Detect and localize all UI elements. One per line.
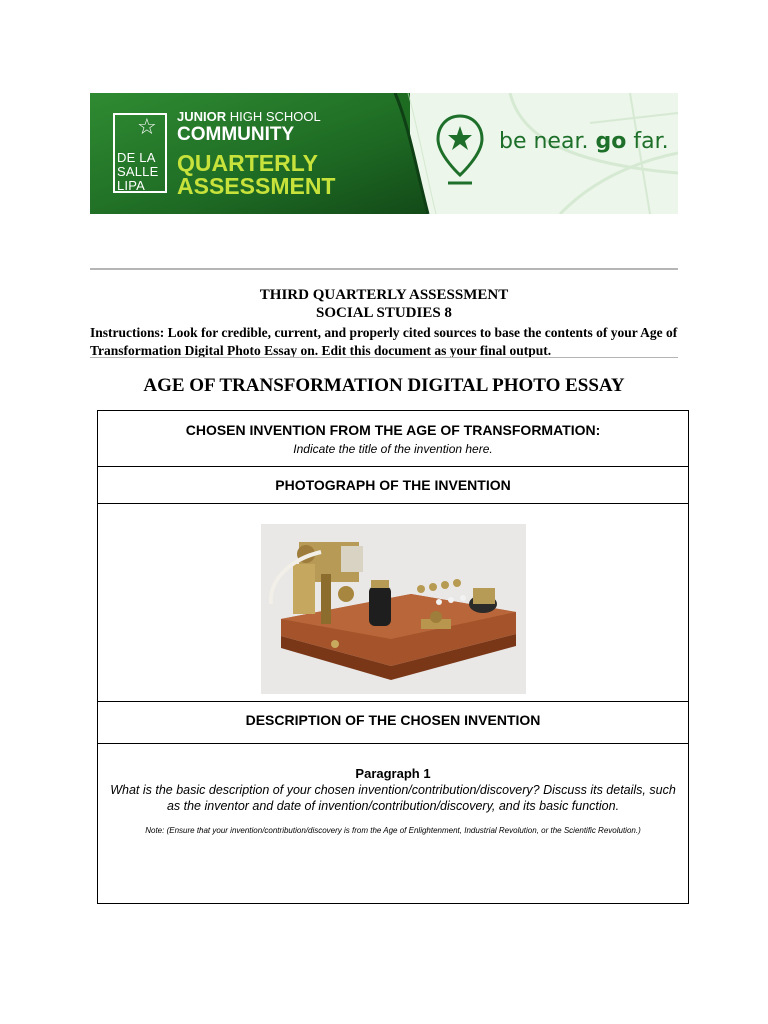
tagline-be-near: be near. — [499, 129, 589, 154]
table-row-divider — [98, 466, 688, 467]
paragraph-1-note: Note: (Ensure that your invention/contribution/discovery is from the Age of Enlightenment, Industrial Revolution, or the Scientific Revolution.) — [145, 826, 641, 835]
divider-bottom — [90, 357, 678, 358]
school-logo — [113, 113, 167, 193]
essay-title: AGE OF TRANSFORMATION DIGITAL PHOTO ESSAY — [143, 375, 625, 396]
star-icon: ☆ — [137, 115, 157, 140]
instructions-text: Instructions: Look for credible, current, and properly cited sources to base the contents of your Age of Transformation Digital Photo Essay on. Edit this document as your final output. — [90, 325, 678, 358]
tagline-go: go — [595, 129, 627, 154]
subject-title: SOCIAL STUDIES 8 — [316, 305, 452, 321]
table-row-divider — [98, 701, 688, 702]
logo-text-line: SALLE — [117, 164, 159, 179]
banner-assessment: ASSESSMENT — [177, 173, 336, 199]
banner-junior-high-school — [177, 109, 321, 124]
invention-title-field[interactable]: Indicate the title of the invention here. — [293, 442, 493, 456]
paragraph-1-title: Paragraph 1 — [355, 766, 431, 781]
logo-text-line: DE LA — [117, 150, 156, 165]
banner-tagline — [499, 129, 669, 155]
banner-high-school: HIGH SCHOOL — [229, 109, 321, 124]
photo-essay-table — [97, 410, 689, 904]
table-row-divider — [98, 743, 688, 744]
telegraph-image — [261, 524, 526, 694]
divider-top — [90, 268, 678, 270]
description-heading: DESCRIPTION OF THE CHOSEN INVENTION — [245, 712, 541, 728]
header-banner — [90, 93, 678, 214]
paragraph-1-question[interactable]: What is the basic description of your chosen invention/contribution/discovery? Discuss its details, such as the inventor and date of invention/contribution/discovery, and its basic function. — [110, 783, 676, 813]
banner-junior: JUNIOR — [177, 109, 227, 124]
logo-text-line: LIPA — [117, 178, 146, 193]
banner-community: COMMUNITY — [177, 124, 295, 145]
tagline-far: far. — [633, 129, 669, 154]
invention-heading: CHOSEN INVENTION FROM THE AGE OF TRANSFORMATION: — [185, 422, 601, 438]
table-row-divider — [98, 503, 688, 504]
banner-quarterly: QUARTERLY — [177, 150, 318, 176]
photo-heading: PHOTOGRAPH OF THE INVENTION — [275, 477, 511, 493]
location-pin-icon — [435, 113, 485, 189]
assessment-title: THIRD QUARTERLY ASSESSMENT — [259, 287, 509, 303]
invention-photograph[interactable] — [261, 524, 526, 694]
instructions — [90, 324, 680, 359]
